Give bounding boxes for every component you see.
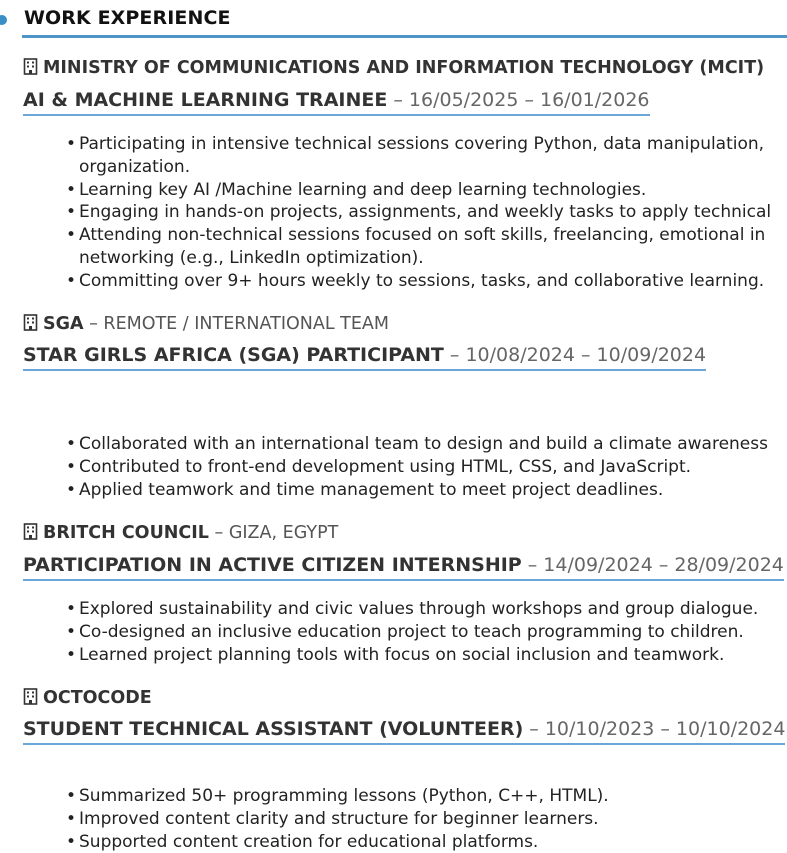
role-title: PARTICIPATION IN ACTIVE CITIZEN INTERNSHIP [23,554,522,576]
role-dates: – 16/05/2025 – 16/01/2026 [387,89,650,111]
list-item: • Learning key AI /Machine learning and deep learning technologies. [66,179,771,202]
job-role [23,554,784,581]
org-name: OCTOCODE [43,688,152,708]
org-name: BRITCH COUNCIL [43,523,209,543]
list-item: • Applied teamwork and time management to meet project deadlines. [66,479,768,502]
list-item: • Explored sustainability and civic values through workshops and group dialogue. [66,598,758,621]
org-location: GIZA, EGYPT [228,523,339,543]
bullet-list [66,785,609,853]
list-item: • Learned project planning tools with focus on social inclusion and teamwork. [66,644,758,667]
building-icon [23,314,38,331]
building-icon [23,523,38,540]
role-title: STAR GIRLS AFRICA (SGA) PARTICIPANT [23,344,444,366]
bullet-list [66,598,758,666]
role-dates: – 10/08/2024 – 10/09/2024 [443,344,707,366]
role-dates: – 10/10/2023 – 10/10/2024 [523,718,786,740]
org-name: MINISTRY OF COMMUNICATIONS AND INFORMATION TECHNOLOGY (MCIT) [43,58,765,78]
org-name: SGA [43,314,84,334]
section-title: WORK EXPERIENCE [24,7,231,29]
role-title: STUDENT TECHNICAL ASSISTANT (VOLUNTEER) [23,718,524,740]
building-icon [23,688,38,705]
list-item: • Participating in intensive technical sessions covering Python, data manipulation, organization. [66,133,771,179]
list-item: • Supported content creation for educational platforms. [66,831,609,853]
role-title: AI & MACHINE LEARNING TRAINEE [23,89,388,111]
bullet-list [66,433,768,501]
job-org [23,688,152,708]
list-item: • Improved content clarity and structure for beginner learners. [66,808,609,831]
list-item: • Committing over 9+ hours weekly to sessions, tasks, and collaborative learning. [66,270,771,293]
building-icon [23,58,38,75]
list-item: • Co-designed an inclusive education project to teach programming to children. [66,621,758,644]
section-rule [22,35,787,38]
section-dot [0,15,7,25]
list-item: • Engaging in hands-on projects, assignments, and weekly tasks to apply technical [66,201,771,224]
job-org [23,58,764,78]
list-item: • Attending non-technical sessions focused on soft skills, freelancing, emotional in networking (e.g., LinkedIn optimization). [66,224,771,270]
org-location: REMOTE / INTERNATIONAL TEAM [103,314,389,334]
job-org: BRITCH COUNCIL – GIZA, EGYPT [23,523,338,543]
job-role [23,344,706,371]
role-dates: – 14/09/2024 – 28/09/2024 [521,554,784,576]
job-role [23,89,650,116]
list-item: • Collaborated with an international team to design and build a climate awareness [66,433,768,456]
bullet-list [66,133,771,293]
list-item: • Summarized 50+ programming lessons (Python, C++, HTML). [66,785,609,808]
list-item: • Contributed to front-end development using HTML, CSS, and JavaScript. [66,456,768,479]
job-org: SGA – REMOTE / INTERNATIONAL TEAM [23,314,389,334]
job-role [23,718,785,745]
